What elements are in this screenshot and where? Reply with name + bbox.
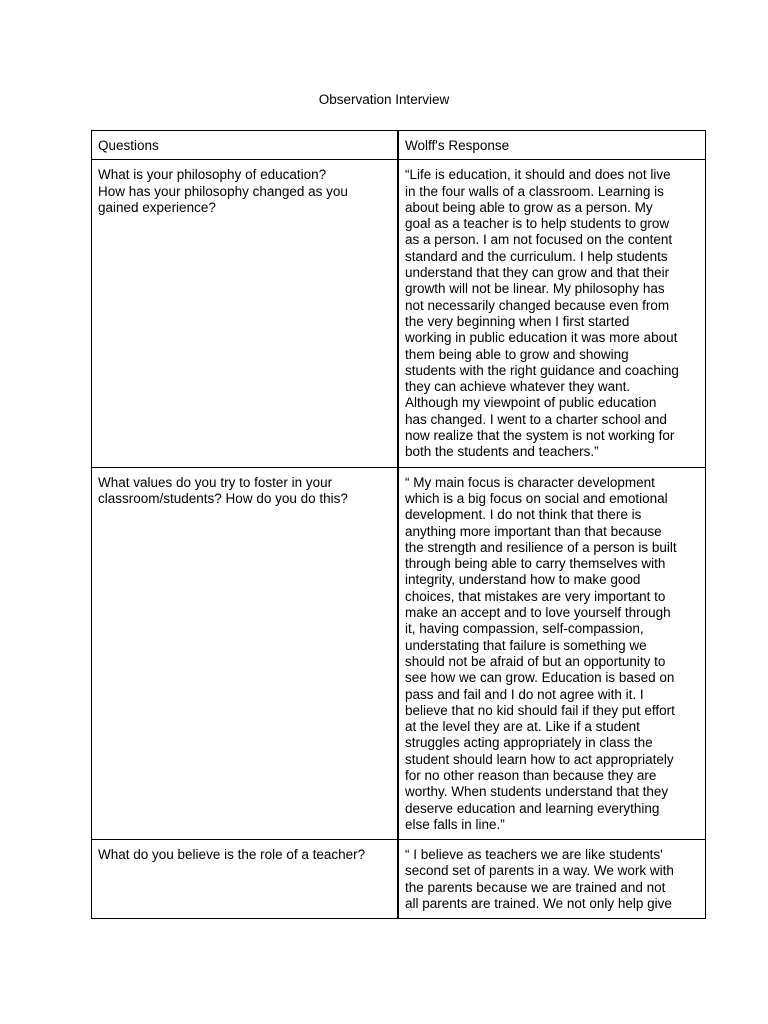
response-line: choices, that mistakes are very important to — [405, 588, 666, 604]
response-line: which is a big focus on social and emotional — [405, 490, 668, 506]
response-line: at the level they are at. Like if a student — [405, 719, 640, 735]
table-row — [92, 840, 706, 919]
response-line: should not be afraid of but an opportunity to — [405, 653, 666, 669]
response-line: standard and the curriculum. I help students — [405, 248, 668, 264]
response-line: pass and fail and I do not agree with it. I — [405, 686, 644, 702]
response-line: “ My main focus is character development — [405, 474, 655, 490]
response-line: worthy. When students understand that they — [405, 784, 669, 800]
question-line: How has your philosophy changed as you — [98, 183, 348, 199]
question-line: What do you believe is the role of a teacher? — [98, 847, 366, 863]
interview-table — [91, 130, 706, 919]
question-line: What is your philosophy of education? — [98, 167, 327, 183]
response-line: it, having compassion, self-compassion, — [405, 621, 644, 637]
response-line: believe that no kid should fail if they put effort — [405, 702, 675, 718]
response-line: the strength and resilience of a person is built — [405, 539, 677, 555]
table-row — [92, 467, 706, 840]
response-cell — [398, 160, 706, 467]
response-line: understand that they can grow and that their — [405, 265, 670, 281]
response-line: integrity, understand how to make good — [405, 572, 641, 588]
table-header-row — [92, 131, 706, 160]
response-line: students with the right guidance and coaching — [405, 362, 679, 378]
response-line: as a person. I am not focused on the content — [405, 232, 673, 248]
response-line: “ I believe as teachers we are like students' — [405, 847, 663, 863]
response-line: else falls in line.” — [405, 816, 505, 832]
table-row — [92, 160, 706, 467]
response-cell — [398, 840, 706, 919]
response-line: they can achieve whatever they want. — [405, 379, 631, 395]
response-line: see how we can grow. Education is based on — [405, 670, 675, 686]
response-line: make an accept and to love yourself through — [405, 605, 671, 621]
response-line: for no other reason than because they are — [405, 767, 657, 783]
header-questions: Questions — [92, 131, 399, 160]
response-line: now realize that the system is not working for — [405, 428, 675, 444]
response-line: all parents are trained. We not only help give — [405, 896, 672, 912]
question-cell — [92, 467, 399, 840]
response-line: growth will not be linear. My philosophy has — [405, 281, 665, 297]
response-line: struggles acting appropriately in class the — [405, 735, 653, 751]
response-line: anything more important than that because — [405, 523, 662, 539]
response-line: not necessarily changed because even from — [405, 297, 670, 313]
response-line: both the students and teachers.” — [405, 444, 599, 460]
response-line: through being able to carry themselves with — [405, 556, 666, 572]
response-line: Although my viewpoint of public education — [405, 395, 657, 411]
response-line: development. I do not think that there is — [405, 507, 642, 523]
question-line: What values do you try to foster in your — [98, 474, 333, 490]
question-cell — [92, 160, 399, 467]
response-line: them being able to grow and showing — [405, 346, 629, 362]
response-line: deserve education and learning everything — [405, 800, 660, 816]
document-title: Observation Interview — [318, 92, 450, 107]
response-line: working in public education it was more about — [405, 330, 678, 346]
response-line: in the four walls of a classroom. Learning is — [405, 183, 664, 199]
response-line: the very beginning when I first started — [405, 313, 630, 329]
response-line: second set of parents in a way. We work with — [405, 863, 674, 879]
response-line: student should learn how to act appropriately — [405, 751, 674, 767]
header-response: Wolff's Response — [398, 131, 706, 160]
response-line: goal as a teacher is to help students to grow — [405, 216, 670, 232]
response-line: has changed. I went to a charter school and — [405, 411, 667, 427]
question-line: gained experience? — [98, 199, 216, 215]
response-line: the parents because we are trained and not — [405, 879, 666, 895]
question-line: classroom/students? How do you do this? — [98, 490, 348, 506]
question-cell — [92, 840, 399, 919]
response-line: “Life is education, it should and does not live — [405, 167, 671, 183]
response-cell — [398, 467, 706, 840]
response-line: understating that failure is something we — [405, 637, 647, 653]
response-line: about being able to grow as a person. My — [405, 199, 653, 215]
